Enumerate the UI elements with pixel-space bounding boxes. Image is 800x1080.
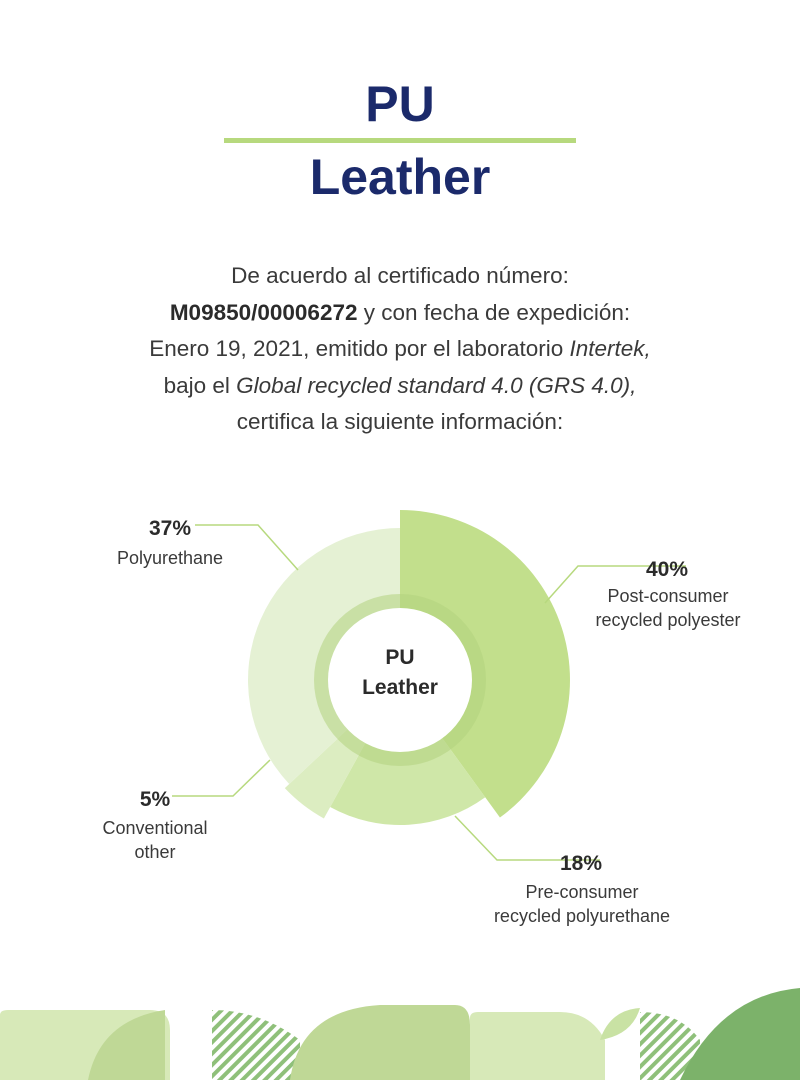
intro-line-4-text: bajo el bbox=[163, 372, 237, 398]
slice-percent-label-2: 18% bbox=[559, 852, 602, 875]
page-title-line2: Leather bbox=[309, 149, 491, 205]
slice-name-label-4-line-1: Polyurethane bbox=[116, 548, 224, 568]
leaf-shape-4 bbox=[470, 1012, 605, 1080]
slice-percent-label-3: 5% bbox=[139, 788, 171, 811]
title-divider bbox=[224, 138, 576, 143]
slice-name-label-2-line-1: Pre-consumer bbox=[525, 882, 639, 902]
intro-line-2 bbox=[40, 295, 760, 332]
center-label-line1: PU bbox=[385, 646, 415, 669]
slice-name-label-1-line-2: recycled polyester bbox=[595, 610, 741, 630]
lab-name: Intertek, bbox=[569, 336, 651, 361]
slice-percent-label-4: 37% bbox=[148, 517, 192, 540]
intro-line-3-text: Enero 19, 2021, emitido por el laboratorio bbox=[149, 336, 570, 361]
intro-line-5: certifica la siguiente información: bbox=[236, 409, 564, 434]
slice-name-label-2-line-2: recycled polyurethane bbox=[493, 906, 671, 926]
slice-name-label-1-line-1: Post-consumer bbox=[607, 586, 729, 606]
composition-donut-chart bbox=[0, 470, 800, 950]
standard-name: Global recycled standard 4.0 (GRS 4.0), bbox=[236, 372, 637, 398]
certificate-number: M09850/00006272 bbox=[169, 299, 358, 325]
callout-leader-line-3 bbox=[172, 760, 270, 796]
intro-line-4 bbox=[40, 368, 760, 405]
page-title-line1: PU bbox=[365, 76, 435, 132]
slice-percent-label-1: 40% bbox=[645, 558, 688, 581]
footer-leaf-decoration bbox=[0, 980, 800, 1080]
striped-leaf-1 bbox=[212, 1010, 300, 1080]
intro-line-3 bbox=[40, 331, 760, 368]
intro-line-1: De acuerdo al certificado número: bbox=[231, 263, 569, 288]
intro-paragraph bbox=[40, 258, 760, 441]
slice-name-label-3-line-1: Conventional bbox=[102, 818, 208, 838]
center-label-line2: Leather bbox=[362, 676, 438, 699]
leaf-shape-5 bbox=[680, 988, 800, 1080]
intro-line-2-text: y con fecha de expedición: bbox=[357, 299, 631, 325]
slice-name-label-3-line-2: other bbox=[134, 842, 176, 862]
small-leaf bbox=[600, 1008, 640, 1040]
leaf-shape-3 bbox=[290, 1005, 470, 1080]
